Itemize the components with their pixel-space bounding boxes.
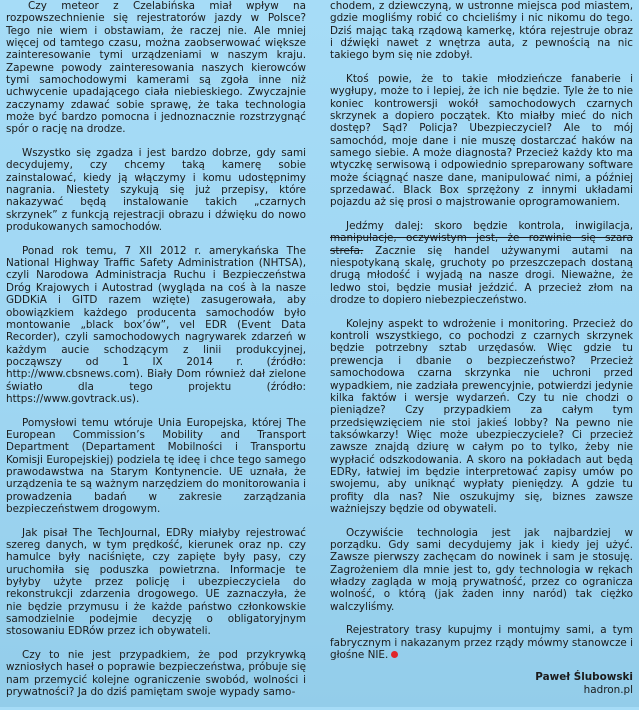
paragraph-text: Rejestratory trasy kupujmy i montujmy sami, a tym fabrycznym i nakazanym przez rządy mówmy stanowcze i głośne NIE. xyxy=(330,624,633,661)
paragraph-continuation: chodem, z dziewczyną, w ustronne miejsca pod miastem, gdzie mogliśmy robić co chcieliśmy i nic nikomu do tego. Dziś mając taką rządową kamerkę, która rejestruje obraz i dźwięki nawet z wnętrza auta, z pewnością na nic takiego bym się nie zdobył. xyxy=(330,0,633,62)
paragraph xyxy=(330,220,633,306)
paragraph-text: Jedźmy dalej: skoro będzie kontrola, inwigilacja, xyxy=(346,220,633,233)
left-column xyxy=(6,0,306,710)
paragraph: Ktoś powie, że to takie młodzieńcze fanaberie i wygłupy, może to i lepiej, że ich nie będzie. Tyle że to nie koniec kontrowersji wokół samochodowych czarnych skrzynek a dopiero początek. Kto miałby mieć do nich dostęp? Sąd? Policja? Ubezpieczyciel? Ale to mój samochód, moje dane i nie muszę dostarczać haków na samego siebie. A może diagnosta? Przecież każdy kto ma wtyczkę serwisową i odpowiednio spreparowany software może ściągnąć nasze dane, manipulować nimi, a później sprzedawać. Black Box sprzężony z innymi układami pojazdu aż się prosi o majstrowanie oprogramowaniem. xyxy=(330,73,633,209)
paragraph: Ponad rok temu, 7 XII 2012 r. amerykańska The National Highway Traffic Safety Administration (NHTSA), czyli Narodowa Administracja Ruchu i Bezpieczeństwa Dróg Krajowych i Autostrad (wygląda na coś à la nasze GDDKiA i GITD razem wzięte) zasugerowała, aby obowiązkiem każdego producenta samochodów było montowanie „black box’ów”, vel EDR (Event Data Recorder), czyli samochodowych nagrywarek zdarzeń w każdym aucie schodzącym z linii produkcyjnej, począwszy od 1 IX 2014 r. (źródło: http://www.cbsnews.com). Biały Dom również dał zielone światło dla tego projektu (źródło: https://www.govtrack.us). xyxy=(6,244,306,405)
right-column xyxy=(330,0,633,673)
paragraph-text: Zacznie się handel używanymi autami na niespotykaną skalę, gruchoty po przeszczepach dostaną drugą młodość i wyjadą na nasze drogi. Nieważne, że ledwo stoi, będzie musiał jeździć. A przecież złom na drodze to dopiero niebezpieczeństwo. xyxy=(330,244,633,307)
paragraph: Kolejny aspekt to wdrożenie i monitoring. Przecież do kontroli wszystkiego, co pochodzi z czarnych skrzynek będzie potrzebny sztab urzędasów. Więc gdzie tu prewencja i dbanie o bezpieczeństwo? Przecież samochodowa czarna skrzynka nie uchroni przed wypadkiem, nie zadziała prewencyjnie, potwierdzi jedynie kilka faktów i wersje wydarzeń. Czy tu nie chodzi o pieniądze? Czy przypadkiem za całym tym przedsięwzięciem nie stoi jakieś lobby? Na pewno nie taksówkarzy! Więc może ubezpieczyciele? Ci przecież zawsze znajdą dziurę w całym po to tylko, żeby nie wypłacić odszkodowania. A skoro na pokładach aut będą EDRy, łatwiej im będzie interpretować zapisy umów po swojemu, aby uniknąć wypłaty pieniędzy. A gdzie tu profity dla nas? Nie oszukujmy się, biznes zawsze ważniejszy będzie od obywateli. xyxy=(330,317,633,515)
paragraph: Czy meteor z Czelabińska miał wpływ na rozpowszechnienie się rejestratorów jazdy w Polsce? Tego nie wiem i obstawiam, że raczej nie. Ale mniej więcej od tamtego czasu, można zaobserwować większe zainteresowanie tymi urządzeniami w naszym kraju. Zapewne powody zainteresowania naszych kierowców tymi samochodowymi kamerami są zgoła inne niż uchwycenie upadającego ciała niebieskiego. Zwyczajnie zaczynamy zdawać sobie sprawę, że taka technologia może być bardzo pomocna i jednoznacznie rozstrzygnąć spór o rację na drodze. xyxy=(6,0,306,136)
paragraph: Pomysłowi temu wtóruje Unia Europejska, której The European Commission’s Mobility and Transport Department (Departament Mobilności i Transportu Komisji Europejskiej) podziela tę ideę i chce tego samego prawodawstwa na Starym Kontynencie. UE uznała, że urządzenia te są ważnym narzędziem do monitorowania i prowadzenia badań w zakresie zarządzania bezpieczeństwem drogowym. xyxy=(6,416,306,515)
paragraph: Wszystko się zgadza i jest bardzo dobrze, gdy sami decydujemy, czy chcemy taką kamerę sobie zainstalować, kiedy ją włączymy i komu udostępnimy nagrania. Niestety szykują się już przepisy, które nakazywać będą instalowanie takich „czarnych skrzynek” z funkcją rejestracji obrazu i dźwięku do nowo produkowanych samochodów. xyxy=(6,147,306,234)
final-paragraph xyxy=(330,624,633,661)
author-name: Paweł Ślubowski xyxy=(535,671,633,683)
paragraph: Czy to nie jest przypadkiem, że pod przykrywką wzniosłych haseł o poprawie bezpieczeństwa, próbuje się nam przemycić kolejne ograniczenie swobód, wolności i prywatności? Ja do dziś pamiętam swoje wypady samo- xyxy=(6,648,306,699)
paragraph: Oczywiście technologia jest jak najbardziej w porządku. Gdy sami decydujemy jak i kiedy jej użyć. Zawsze pierwszy zachęcam do nowinek i sam je stosuję. Zagrożeniem dla mnie jest to, gdy technologia w rękach władzy zagląda w moją prywatność, przez co ogranicza wolność, o którą (jak żaden inny naród) tak ciężko walczyliśmy. xyxy=(330,526,633,613)
source-site: hadron.pl xyxy=(583,684,633,696)
end-of-article-marker-icon xyxy=(391,651,398,658)
signature xyxy=(535,671,633,697)
struck-through-text: manipulacje, oczywistym jest, że rozwinie się szara strefa. xyxy=(330,232,633,257)
paragraph: Jak pisał The TechJournal, EDRy miałyby rejestrować szereg danych, w tym prędkość, kierunek oraz np. czy hamulce były naciśnięte, czy zapięte były pasy, czy uruchomiła się poduszka powietrzna. Informacje te byłyby użyte przez policję i ubezpieczyciela do rekonstrukcji zdarzenia drogowego. UE zaznaczyła, że nie będzie przymusu i że każde państwo członkowskie samodzielnie podejmie decyzję o obligatoryjnym stosowaniu EDRów przez ich obywateli. xyxy=(6,526,306,638)
